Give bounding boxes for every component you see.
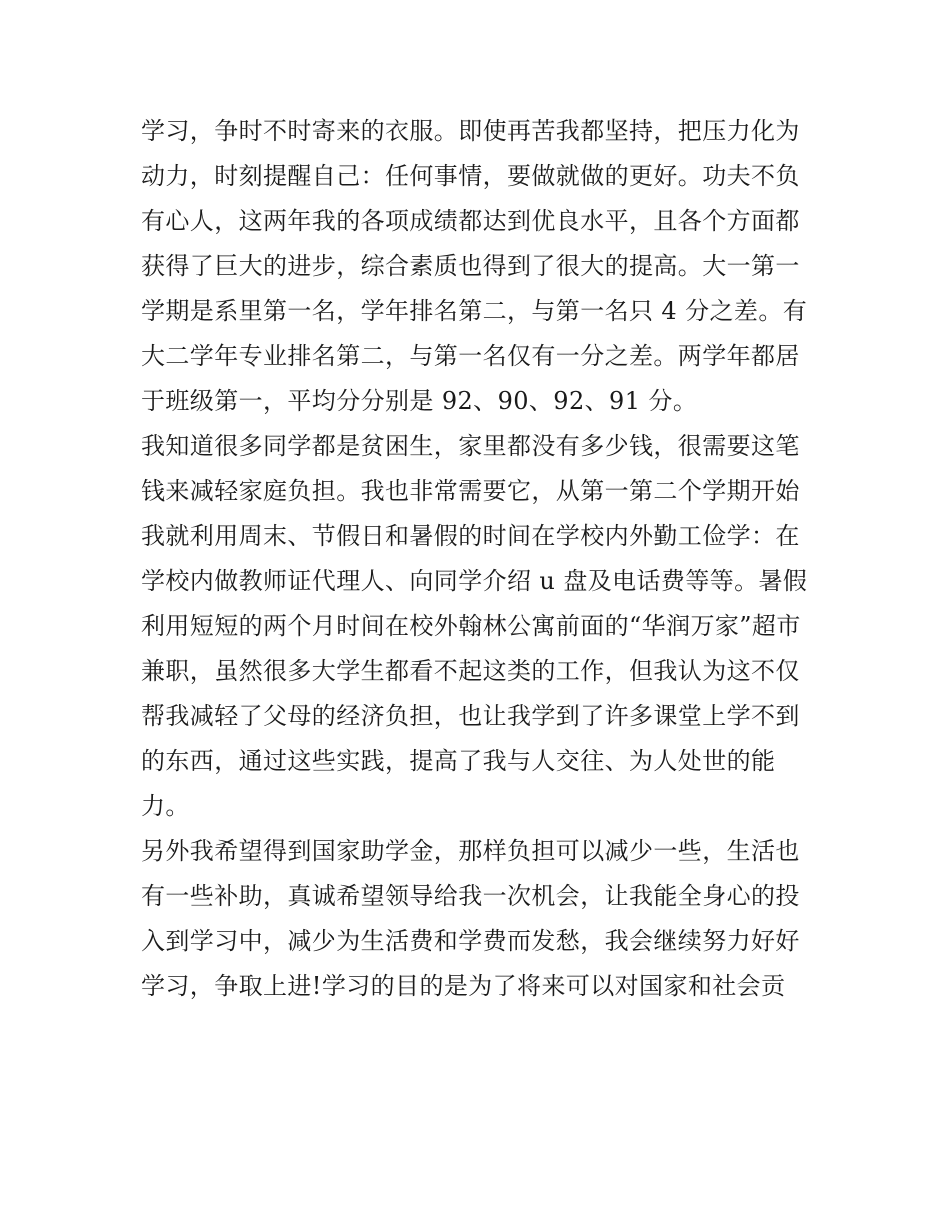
text-line: 我就利用周末、节假日和暑假的时间在学校内外勤工俭学：在 xyxy=(141,522,800,550)
text-line: 我知道很多同学都是贫困生，家里都没有多少钱，很需要这笔 xyxy=(141,432,800,460)
text-line: 学习，争取上进!学习的目的是为了将来可以对国家和社会贡 xyxy=(141,972,786,1000)
text-line: 学习，争时不时寄来的衣服。即使再苦我都坚持，把压力化为 xyxy=(141,117,800,145)
text-line: 于班级第一，平均分分别是 92、90、92、91 分。 xyxy=(141,387,698,415)
text-line: 的东西，通过这些实践，提高了我与人交往、为人处世的能 xyxy=(141,747,776,775)
text-line: 获得了巨大的进步，综合素质也得到了很大的提高。大一第一 xyxy=(141,252,800,280)
text-line: 有心人，这两年我的各项成绩都达到优良水平，且各个方面都 xyxy=(141,207,800,235)
text-line: 钱来减轻家庭负担。我也非常需要它，从第一第二个学期开始 xyxy=(141,477,800,505)
document-body xyxy=(141,109,813,1009)
text-line: 帮我减轻了父母的经济负担，也让我学到了许多课堂上学不到 xyxy=(141,702,800,730)
text-line: 学期是系里第一名，学年排名第二，与第一名只 4 分之差。有 xyxy=(141,297,808,325)
text-line: 力。 xyxy=(141,792,190,820)
text-line: 另外我希望得到国家助学金，那样负担可以减少一些，生活也 xyxy=(141,837,800,865)
text-line: 学校内做教师证代理人、向同学介绍 u 盘及电话费等等。暑假 xyxy=(141,567,808,595)
text-line: 利用短短的两个月时间在校外翰林公寓前面的“华润万家”超市 xyxy=(141,612,801,640)
text-line: 兼职，虽然很多大学生都看不起这类的工作，但我认为这不仅 xyxy=(141,657,800,685)
text-line: 入到学习中，减少为生活费和学费而发愁，我会继续努力好好 xyxy=(141,927,800,955)
text-line: 大二学年专业排名第二，与第一名仅有一分之差。两学年都居 xyxy=(141,342,800,370)
text-line: 动力，时刻提醒自己：任何事情，要做就做的更好。功夫不负 xyxy=(141,162,800,190)
text-line: 有一些补助，真诚希望领导给我一次机会，让我能全身心的投 xyxy=(141,882,800,910)
